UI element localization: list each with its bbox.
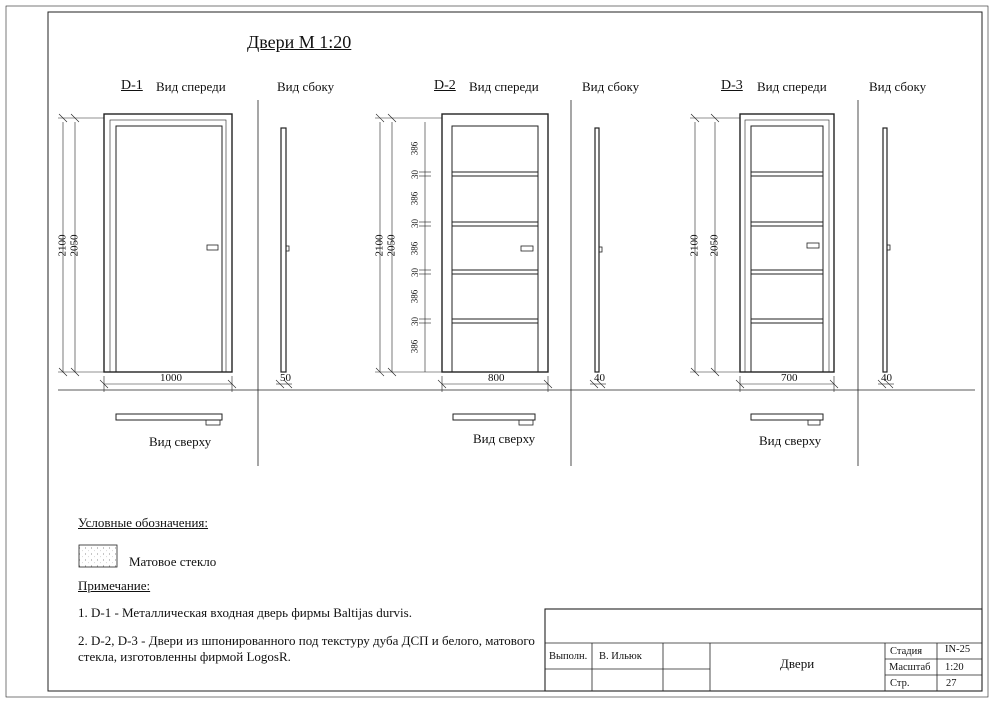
dim-panel: 386 — [409, 141, 420, 156]
dim-width: 800 — [488, 372, 505, 384]
dim-height-outer: 2100 — [56, 234, 69, 257]
d3-handle — [807, 243, 819, 248]
side-view-label: Вид сбоку — [277, 79, 335, 94]
front-view-label: Вид спереди — [156, 79, 226, 94]
d2-top-handle — [519, 420, 533, 425]
dim-gap: 30 — [410, 268, 420, 277]
d1-leaf — [116, 126, 222, 372]
stamp-stage-value: IN-25 — [945, 644, 971, 655]
dim-height-outer: 2100 — [688, 234, 701, 257]
d3-side-profile — [883, 128, 887, 372]
door-id-label: D-1 — [121, 78, 143, 93]
note-line: стекла, изготовленны фирмой LogosR. — [78, 649, 291, 664]
d3-leaf — [751, 126, 823, 372]
top-view-label: Вид сверху — [473, 431, 536, 446]
side-view-label: Вид сбоку — [869, 79, 927, 94]
legend-heading: Условные обозначения: — [78, 515, 209, 530]
front-view-label: Вид спереди — [757, 79, 827, 94]
d2-side-profile — [595, 128, 599, 372]
stamp-page-label: Стр. — [890, 678, 910, 689]
dim-panel: 386 — [409, 241, 420, 256]
top-view-label: Вид сверху — [149, 434, 212, 449]
d1-top-profile — [116, 414, 222, 420]
d1-side-profile — [281, 128, 286, 372]
dim-depth: 40 — [594, 372, 605, 384]
d2-top-profile — [453, 414, 535, 420]
d3-frame-mid — [745, 120, 829, 372]
dim-width: 700 — [781, 372, 798, 384]
d2-frame-outer — [442, 114, 548, 372]
legend-item-label: Матовое стекло — [129, 554, 217, 569]
dim-panel: 386 — [409, 289, 420, 304]
d1-handle — [207, 245, 218, 250]
dim-gap: 30 — [410, 170, 420, 179]
door-id-label: D-2 — [434, 78, 456, 93]
dim-depth: 40 — [881, 372, 892, 384]
top-view-label: Вид сверху — [759, 433, 822, 448]
stamp-scale-value: 1:20 — [945, 662, 964, 673]
door-id-label: D-3 — [721, 78, 743, 93]
dim-panel: 386 — [409, 191, 420, 206]
dim-width: 1000 — [160, 372, 182, 384]
dim-gap: 30 — [410, 219, 420, 228]
stamp-stage-label: Стадия — [890, 646, 923, 657]
d2-handle — [521, 246, 533, 251]
notes-heading: Примечание: — [78, 578, 151, 593]
frosted-glass-swatch — [79, 545, 117, 567]
stamp-role-label: Выполн. — [549, 651, 588, 662]
dim-height-inner: 2050 — [385, 234, 398, 257]
d1-frame-mid — [110, 120, 226, 372]
note-line: 2. D-2, D-3 - Двери из шпонированного под текстуру дуба ДСП и белого, матового — [78, 633, 535, 648]
d1-frame-outer — [104, 114, 232, 372]
d3-top-handle — [808, 420, 820, 425]
d1-top-handle — [206, 420, 220, 425]
d2-leaf — [452, 126, 538, 372]
stamp-page-value: 27 — [946, 678, 957, 689]
d3-top-profile — [751, 414, 823, 420]
dim-gap: 30 — [410, 317, 420, 326]
front-view-label: Вид спереди — [469, 79, 539, 94]
side-view-label: Вид сбоку — [582, 79, 640, 94]
dim-height-outer: 2100 — [373, 234, 386, 257]
dim-panel: 386 — [409, 339, 420, 354]
dim-depth: 50 — [280, 372, 291, 384]
stamp-drawing-title: Двери — [780, 656, 815, 671]
stamp-scale-label: Масштаб — [889, 662, 931, 673]
d3-frame-outer — [740, 114, 834, 372]
sheet-title: Двери М 1:20 — [247, 32, 352, 52]
dim-height-inner: 2050 — [68, 234, 81, 257]
note-line: 1. D-1 - Металлическая входная дверь фирмы Baltijas durvis. — [78, 605, 412, 620]
outer-border — [6, 6, 988, 697]
stamp-author: В. Ильюк — [599, 651, 642, 662]
dim-height-inner: 2050 — [708, 234, 721, 257]
